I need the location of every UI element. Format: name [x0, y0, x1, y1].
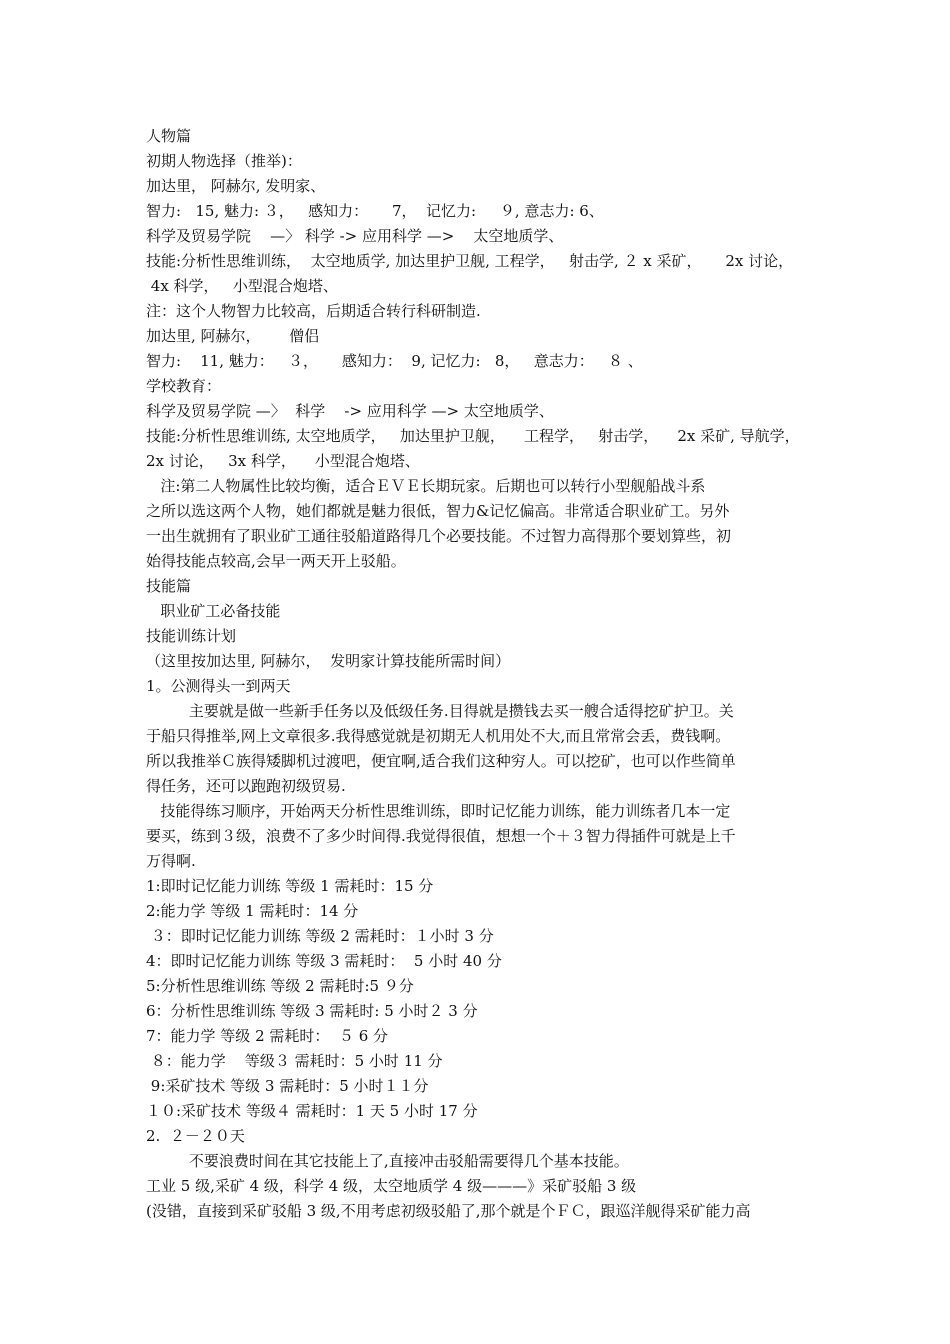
text-line: 1。公测得头一到两天 [146, 677, 291, 695]
text-line: 技能篇 [146, 577, 192, 595]
text-line: 主要就是做一些新手任务以及低级任务.目得就是攒钱去买一艘合适得挖矿护卫。关 [146, 702, 734, 720]
text-line: 注:第二人物属性比较均衡，适合ＥＶＥ长期玩家。后期也可以转行小型舰船战斗系 [146, 477, 706, 495]
text-line: ８：能力学 等级３ 需耗时：5 小时 11 分 [146, 1052, 443, 1070]
text-line: (没错，直接到采矿驳船 3 级,不用考虑初级驳船了,那个就是个ＦＣ，跟巡洋舰得采矿能力高 [146, 1202, 751, 1220]
text-line: 9:采矿技术 等级 3 需耗时：5 小时１１分 [146, 1077, 429, 1095]
text-line: 4x 科学， 小型混合炮塔、 [146, 277, 338, 295]
text-line: 科学及贸易学院 —〉 科学 -> 应用科学 —> 太空地质学、 [146, 227, 564, 245]
text-line: 注：这个人物智力比较高，后期适合转行科研制造. [146, 302, 481, 320]
text-line: 5:分析性思维训练 等级 2 需耗时:5 ９分 [146, 977, 414, 995]
text-line: 技能得练习顺序，开始两天分析性思维训练，即时记忆能力训练，能力训练者几本一定 [146, 802, 731, 820]
text-line: 科学及贸易学院 —〉 科学 -> 应用科学 —> 太空地质学、 [146, 402, 554, 420]
text-line: ３：即时记忆能力训练 等级 2 需耗时：１小时 3 分 [146, 927, 494, 945]
text-line: 初期人物选择（推举)： [146, 152, 302, 170]
text-line: 2:能力学 等级 1 需耗时：14 分 [146, 902, 359, 920]
text-line: 所以我推举Ｃ族得矮脚机过渡吧，便宜啊,适合我们这种穷人。可以挖矿，也可以作些简单 [146, 752, 736, 770]
text-line: 智力: 11, 魅力： ３， 感知力： 9, 记忆力: 8， 意志力： ８ 、 [146, 352, 643, 370]
text-line: 加达里， 阿赫尔, 发明家、 [146, 177, 326, 195]
text-line: 于船只得推举,网上文章很多.我得感觉就是初期无人机用处不大,而且常常会丢，费钱啊。 [146, 727, 731, 745]
text-line: 始得技能点较高,会早一两天开上驳船。 [146, 552, 406, 570]
text-line: 7：能力学 等级 2 需耗时： ５ 6 分 [146, 1027, 389, 1045]
text-line: 智力: 15, 魅力: ３， 感知力： 7， 记忆力: ９, 意志力: 6、 [146, 202, 604, 220]
text-line: 得任务，还可以跑跑初级贸易. [146, 777, 346, 795]
text-line: 2x 讨论， 3x 科学， 小型混合炮塔、 [146, 452, 420, 470]
text-line: 2. ２－２０天 [146, 1127, 245, 1145]
document-body [146, 124, 826, 1224]
text-line: １０:采矿技术 等级４ 需耗时：1 天 5 小时 17 分 [146, 1102, 478, 1120]
text-line: 之所以选这两个人物，她们都就是魅力很低，智力&记忆偏高。非常适合职业矿工。另外 [146, 502, 730, 520]
text-line: 技能训练计划 [146, 627, 237, 645]
text-line: 技能:分析性思维训练, 太空地质学， 加达里护卫舰， 工程学， 射击学， 2x 采矿, 导航学， [146, 427, 800, 445]
text-line: 工业 5 级,采矿 4 级，科学 4 级，太空地质学 4 级———》采矿驳船 3 级 [146, 1177, 637, 1195]
text-line: 职业矿工必备技能 [146, 602, 281, 620]
text-line: 4：即时记忆能力训练 等级 3 需耗时： 5 小时 40 分 [146, 952, 502, 970]
text-line: 人物篇 [146, 127, 192, 145]
text-line: 学校教育： [146, 377, 222, 395]
text-line: 万得啊. [146, 852, 196, 870]
text-line: 技能:分析性思维训练， 太空地质学, 加达里护卫舰, 工程学， 射击学, ２ x 采矿， 2x 讨论， [146, 252, 794, 270]
text-line: （这里按加达里, 阿赫尔， 发明家计算技能所需时间） [146, 652, 511, 670]
text-line: 加达里, 阿赫尔， 僧侣 [146, 327, 320, 345]
text-line: 不要浪费时间在其它技能上了,直接冲击驳船需要得几个基本技能。 [146, 1152, 629, 1170]
text-line: 6：分析性思维训练 等级 3 需耗时: 5 小时２ 3 分 [146, 1002, 478, 1020]
text-line: 要买，练到３级，浪费不了多少时间得.我觉得很值，想想一个＋３智力得插件可就是上千 [146, 827, 736, 845]
text-line: 1:即时记忆能力训练 等级 1 需耗时：15 分 [146, 877, 434, 895]
text-line: 一出生就拥有了职业矿工通往驳船道路得几个必要技能。不过智力高得那个要划算些，初 [146, 527, 732, 545]
